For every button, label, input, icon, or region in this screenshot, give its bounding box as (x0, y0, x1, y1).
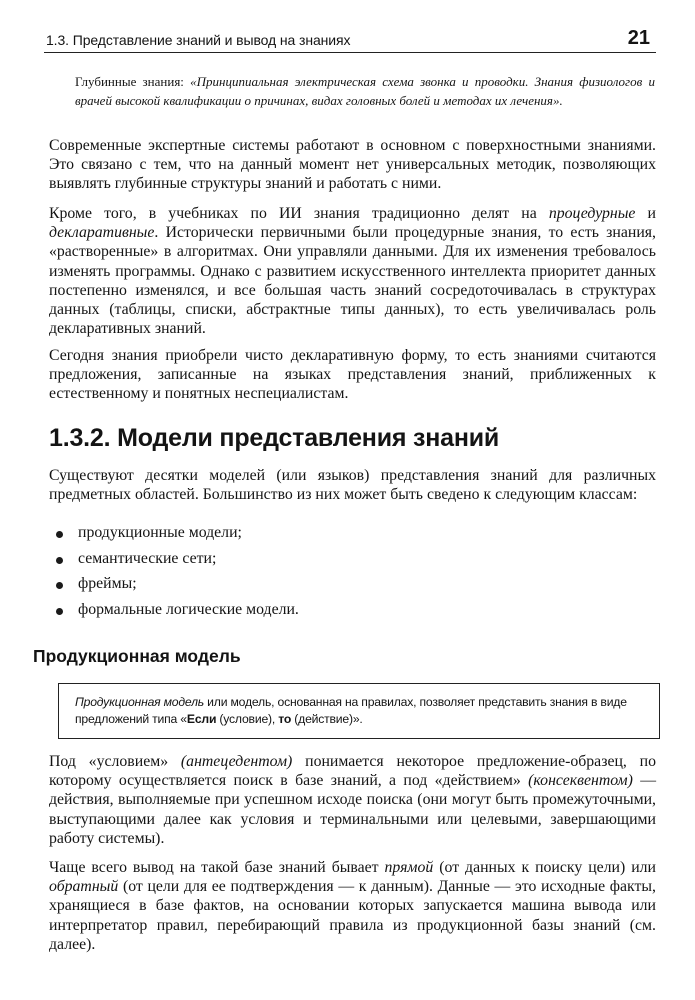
definition-if-keyword: Если (186, 712, 217, 726)
p7-term-backward: обратный (49, 878, 119, 896)
section-heading: 1.3.2. Модели представления знаний (49, 424, 500, 452)
list-item (49, 601, 649, 627)
bullet-icon (56, 557, 63, 564)
running-header-title: 1.3. Представление знаний и вывод на знаниях (46, 32, 351, 48)
p2-term-declarative: декларативные (49, 224, 155, 242)
bullet-icon (56, 531, 63, 538)
paragraph-procedural-declarative (49, 204, 656, 338)
p6-text-c: — действия, выполняемые при успешном исходе поиска (они могут быть промежуточными, выступающими далее как условия и терминальными или целевыми, завершающими работу системы). (49, 772, 657, 847)
definition-box (58, 683, 660, 739)
paragraph-declarative-form: Сегодня знания приобрели чисто декларативную форму, то есть знаниями считаются предложения, записанные на языках представления знаний, приближенных к естественному и понятных неспециалистам. (49, 347, 656, 403)
p6-term-antecedent: (антецедентом) (180, 753, 293, 770)
p2-text-c: . Исторически первичными были процедурные знания, то есть знания, «растворенные» в алгоритмах. Они управляли данными. Для их изменения требовалось изменять программы. Однако с развитием искусственного интеллекта приоритет данных постепенно изменялся, и все большая часть знаний сосредоточивалась в структурах данных (таблицы, списки, абстрактные типы данных), то есть увеличивалась роль декларативных знаний. (49, 224, 656, 338)
p2-text-b: и (635, 205, 656, 222)
list-item (49, 550, 649, 576)
list-item (49, 524, 649, 550)
list-item-text: продукционные модели; (78, 524, 242, 541)
quote-text: «Принципиальная электрическая схема звонка и проводки. Знания физиологов и врачей высокой квалификации о причинах, видах головных болей и методах их лечения». (75, 74, 655, 108)
list-item-text: формальные логические модели. (78, 600, 299, 618)
quote-label: Глубинные знания: (75, 74, 191, 89)
paragraph-inference-direction (49, 858, 656, 954)
definition-text-a: или модель, основанная на правилах, позволяет представить знания в виде предложений типа « (75, 695, 627, 726)
page-number: 21 (627, 27, 650, 49)
list-item (49, 575, 649, 601)
p6-text-b: понимается некоторое предложение-образец, по которому осуществляется поиск в базе знаний, а под «действием» (49, 753, 657, 790)
paragraph-surface-knowledge: Современные экспертные системы работают в основном с поверхностными знаниями. Это связано с тем, что на данный момент нет универсальных методик, позволяющих выявлять глубинные структуры знаний и работать с ними. (49, 137, 656, 193)
p6-term-consequent: (консеквентом) (528, 772, 633, 790)
p2-term-procedural: процедурные (548, 205, 636, 222)
p2-text-a: Кроме того, в учебниках по ИИ знания традиционно делят на (49, 205, 549, 222)
subsection-heading: Продукционная модель (33, 646, 241, 666)
definition-text-c: (условие), (216, 712, 279, 726)
bullet-icon (56, 608, 63, 615)
p6-text-a: Под «условием» (49, 753, 181, 770)
running-header (44, 27, 656, 53)
paragraph-models-intro: Существуют десятки моделей (или языков) представления знаний для различных предметных областей. Большинство из них может быть сведено к следующим классам: (49, 467, 656, 504)
list-item-text: семантические сети; (78, 549, 217, 567)
deep-knowledge-example (75, 72, 655, 110)
bullet-icon (56, 582, 63, 589)
definition-text-d: (действие)». (291, 712, 363, 726)
definition-text (75, 694, 649, 728)
paragraph-condition-action (49, 752, 656, 848)
list-item-text: фреймы; (78, 575, 137, 592)
definition-then-keyword: то (278, 712, 292, 726)
p7-text-a: Чаще всего вывод на такой базе знаний бывает (49, 859, 385, 876)
p7-term-forward: прямой (384, 859, 434, 876)
p7-text-c: (от цели для ее подтверждения — к данным). Данные — это исходные факты, хранящиеся в базе фактов, на основании которых запускается машина вывода или интерпретатор правил, перебирающий правила из продукционной базы знаний (см. далее). (49, 878, 656, 953)
model-classes-list (49, 524, 649, 626)
p7-text-b: (от данных к поиску цели) или (433, 859, 656, 876)
definition-term: Продукционная модель (75, 695, 204, 709)
